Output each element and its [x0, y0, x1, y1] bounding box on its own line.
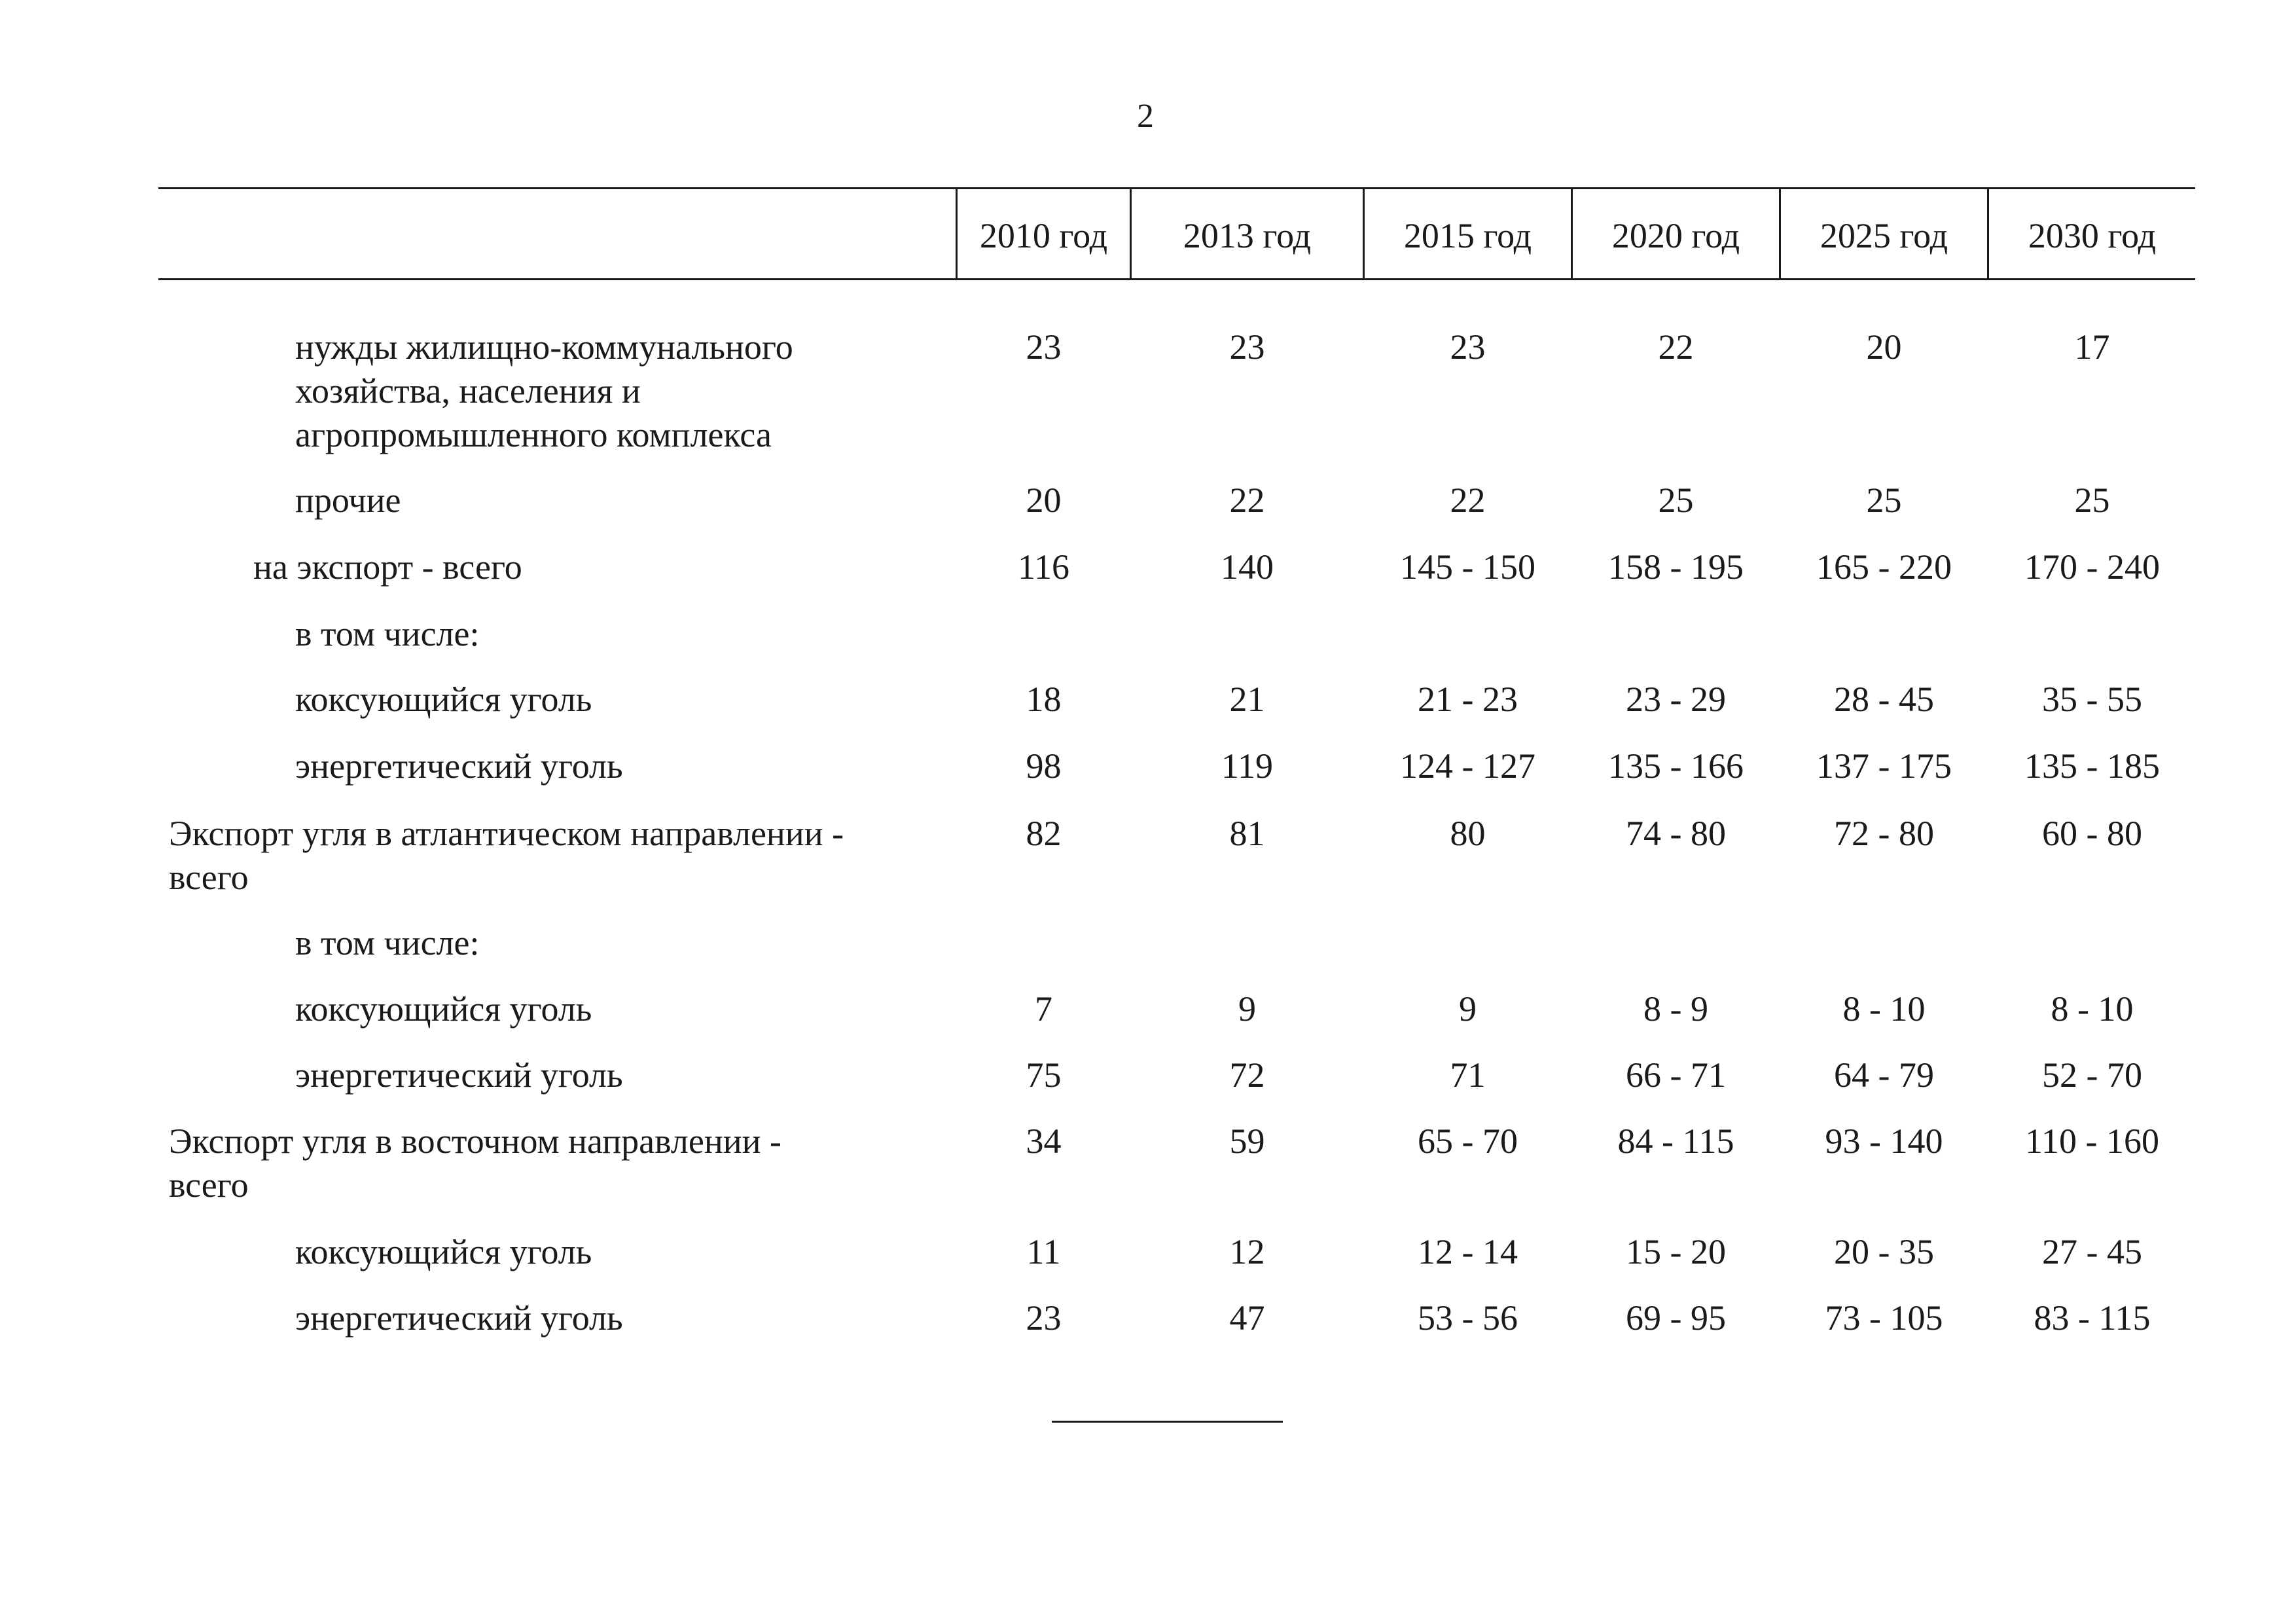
row-label-line: агропромышленного комплекса	[295, 415, 772, 454]
table-cell: 116	[1018, 547, 1069, 587]
row-label-line: прочие	[295, 481, 401, 520]
row-label	[253, 545, 522, 589]
table-cell: 22	[1450, 481, 1486, 520]
table-cell: 20 - 35	[1834, 1232, 1934, 1271]
table-cell: 27 - 45	[2042, 1232, 2142, 1271]
table-cell: 83 - 115	[2034, 1298, 2151, 1338]
table-cell: 75	[1026, 1055, 1062, 1095]
table-cell: 82	[1026, 814, 1062, 853]
row-label-line: хозяйства, населения и	[295, 371, 641, 410]
table-cell: 84 - 115	[1617, 1122, 1734, 1161]
row-label-line: энергетический уголь	[295, 1298, 623, 1338]
table-cell: 98	[1026, 746, 1062, 786]
table-cell: 22	[1658, 327, 1694, 367]
table-cell: 140	[1221, 547, 1274, 587]
table-cell: 124 - 127	[1400, 746, 1535, 786]
column-header-year: 2020 год	[1611, 216, 1740, 255]
table-cell: 9	[1238, 989, 1256, 1029]
row-label	[295, 479, 401, 522]
column-header-year: 2015 год	[1403, 216, 1532, 255]
column-header-year: 2013 год	[1183, 216, 1312, 255]
table-cell: 165 - 220	[1816, 547, 1952, 587]
table-top-rule	[158, 187, 2195, 189]
table-cell: 74 - 80	[1626, 814, 1726, 853]
column-header-year: 2010 год	[979, 216, 1108, 255]
row-label-line: всего	[169, 858, 249, 897]
table-cell: 69 - 95	[1626, 1298, 1726, 1338]
table-cell: 60 - 80	[2042, 814, 2142, 853]
table-cell: 135 - 166	[1608, 746, 1744, 786]
table-cell: 8 - 9	[1643, 989, 1708, 1029]
column-header-year: 2025 год	[1820, 216, 1948, 255]
table-cell: 34	[1026, 1122, 1062, 1161]
table-cell: 72	[1229, 1055, 1265, 1095]
table-cell: 35 - 55	[2042, 680, 2142, 719]
table-cell: 80	[1450, 814, 1486, 853]
table-cell: 15 - 20	[1626, 1232, 1726, 1271]
row-label	[295, 921, 479, 965]
row-label-line: всего	[169, 1165, 249, 1205]
column-header-year: 2030 год	[2028, 216, 2157, 255]
table-cell: 66 - 71	[1626, 1055, 1726, 1095]
table-cell: 23	[1229, 327, 1265, 367]
row-label	[295, 1230, 592, 1274]
row-label-line: коксующийся уголь	[295, 989, 592, 1029]
row-label-line: коксующийся уголь	[295, 680, 592, 719]
table-cell: 53 - 56	[1418, 1298, 1518, 1338]
page-number: 2	[1137, 98, 1154, 135]
row-label	[169, 1120, 781, 1207]
table-cell: 28 - 45	[1834, 680, 1934, 719]
row-label-line: Экспорт угля в восточном направлении -	[169, 1122, 782, 1161]
table-cell: 25	[2074, 481, 2110, 520]
table-cell: 11	[1026, 1232, 1061, 1271]
row-label	[295, 744, 623, 788]
row-label-line: в том числе:	[295, 923, 480, 962]
table-cell: 170 - 240	[2024, 547, 2160, 587]
row-label	[295, 1296, 623, 1340]
row-label-line: энергетический уголь	[295, 1055, 623, 1095]
table-cell: 135 - 185	[2024, 746, 2160, 786]
row-label-line: коксующийся уголь	[295, 1232, 592, 1271]
row-label	[295, 987, 592, 1031]
table-cell: 65 - 70	[1418, 1122, 1518, 1161]
table-cell: 18	[1026, 680, 1062, 719]
table-cell: 23	[1026, 1298, 1062, 1338]
row-label	[295, 325, 793, 457]
table-cell: 21 - 23	[1418, 680, 1518, 719]
table-cell: 23 - 29	[1626, 680, 1726, 719]
table-cell: 110 - 160	[2025, 1122, 2159, 1161]
row-label	[295, 678, 592, 721]
table-cell: 81	[1229, 814, 1265, 853]
table-cell: 20	[1026, 481, 1062, 520]
table-cell: 8 - 10	[2051, 989, 2134, 1029]
table-cell: 23	[1026, 327, 1062, 367]
row-label	[169, 812, 844, 900]
table-cell: 25	[1866, 481, 1902, 520]
row-label-line: в том числе:	[295, 614, 480, 653]
table-cell: 64 - 79	[1834, 1055, 1934, 1095]
table-cell: 72 - 80	[1834, 814, 1934, 853]
table-cell: 73 - 105	[1825, 1298, 1943, 1338]
table-cell: 137 - 175	[1816, 746, 1952, 786]
table-cell: 158 - 195	[1608, 547, 1744, 587]
table-cell: 71	[1450, 1055, 1486, 1095]
table-cell: 8 - 10	[1842, 989, 1926, 1029]
row-label-line: на экспорт - всего	[253, 547, 522, 587]
table-cell: 12	[1229, 1232, 1265, 1271]
table-cell: 17	[2074, 327, 2110, 367]
table-cell: 119	[1221, 746, 1273, 786]
table-cell: 12 - 14	[1418, 1232, 1518, 1271]
table-cell: 52 - 70	[2042, 1055, 2142, 1095]
table-cell: 23	[1450, 327, 1486, 367]
table-cell: 25	[1658, 481, 1694, 520]
row-label	[295, 612, 479, 656]
table-cell: 22	[1229, 481, 1265, 520]
table-cell: 93 - 140	[1825, 1122, 1943, 1161]
table-cell: 20	[1866, 327, 1902, 367]
row-label-line: нужды жилищно-коммунального	[295, 327, 793, 367]
table-cell: 9	[1459, 989, 1477, 1029]
row-label	[295, 1053, 623, 1097]
table-cell: 145 - 150	[1400, 547, 1535, 587]
table-cell: 47	[1229, 1298, 1265, 1338]
table-cell: 21	[1229, 680, 1265, 719]
table-cell: 7	[1035, 989, 1052, 1029]
end-of-table-rule	[1052, 1421, 1283, 1423]
table-cell: 59	[1229, 1122, 1265, 1161]
row-label-line: Экспорт угля в атлантическом направлении -	[169, 814, 844, 853]
row-label-line: энергетический уголь	[295, 746, 623, 786]
